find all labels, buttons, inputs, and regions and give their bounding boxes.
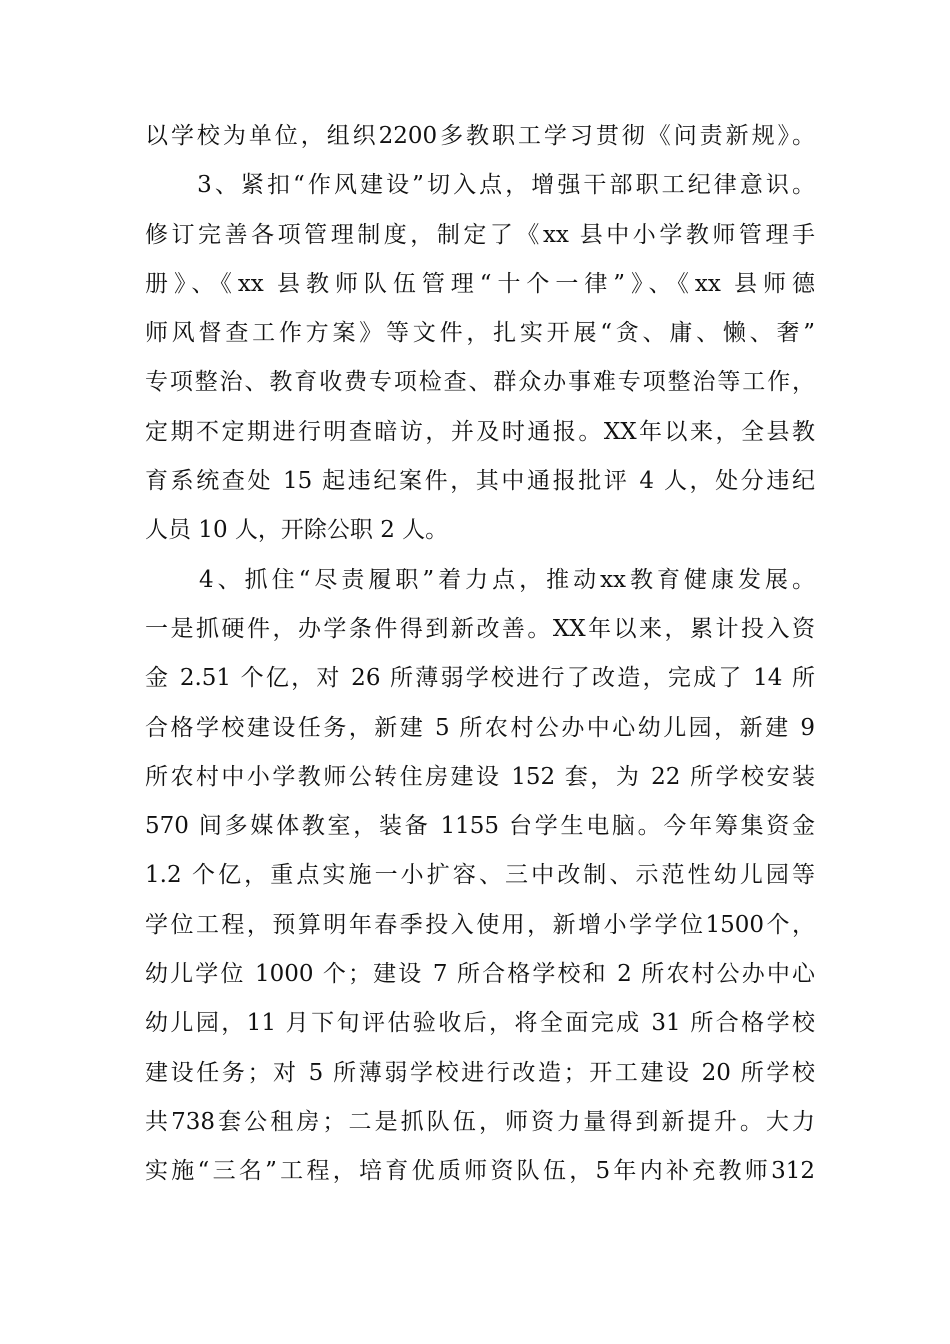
text-line: 4、抓住“尽责履职”着力点，推动xx教育健康发展。 <box>145 566 815 593</box>
text-line: 570 间多媒体教室，装备 1155 台学生电脑。今年筹集资金 <box>145 813 815 840</box>
text-line: 师风督查工作方案》等文件，扎实开展“贪、庸、懒、奢” <box>145 320 815 347</box>
text-line: 以学校为单位，组织2200多教职工学习贯彻《问责新规》。 <box>145 123 815 149</box>
text-line: 幼儿园，11 月下旬评估验收后，将全面完成 31 所合格学校 <box>145 1010 815 1037</box>
text-line: 合格学校建设任务，新建 5 所农村公办中心幼儿园，新建 9 <box>145 714 815 741</box>
text-line: 修订完善各项管理制度，制定了《xx 县中小学教师管理手 <box>145 221 815 248</box>
text-line: 金 2.51 个亿，对 26 所薄弱学校进行了改造，完成了 14 所 <box>145 665 815 692</box>
body-text <box>145 112 815 1197</box>
text-line: 实施“三名”工程，培育优质师资队伍，5年内补充教师312 <box>145 1158 815 1185</box>
text-line: 学位工程，预算明年春季投入使用，新增小学学位1500个， <box>145 911 815 938</box>
text-line: 1.2 个亿，重点实施一小扩容、三中改制、示范性幼儿园等 <box>145 862 815 889</box>
text-line: 育系统查处 15 起违纪案件，其中通报批评 4 人，处分违纪 <box>145 468 815 495</box>
text-line: 建设任务；对 5 所薄弱学校进行改造；开工建设 20 所学校 <box>145 1059 815 1086</box>
text-line: 人员 10 人，开除公职 2 人。 <box>145 517 449 544</box>
text-line: 定期不定期进行明查暗访，并及时通报。XX年以来，全县教 <box>145 418 815 445</box>
text-line: 册》、《xx 县教师队伍管理“十个一律”》、《xx 县师德 <box>145 270 815 297</box>
text-line: 幼儿学位 1000 个；建设 7 所合格学校和 2 所农村公办中心 <box>145 961 815 988</box>
text-line: 共738套公租房；二是抓队伍，师资力量得到新提升。大力 <box>145 1108 815 1135</box>
text-line: 3、紧扣“作风建设”切入点，增强干部职工纪律意识。 <box>145 172 815 199</box>
text-line: 所农村中小学教师公转住房建设 152 套，为 22 所学校安装 <box>145 763 815 790</box>
text-line: 专项整治、教育收费专项检查、群众办事难专项整治等工作， <box>145 369 815 396</box>
text-line: 一是抓硬件，办学条件得到新改善。XX年以来，累计投入资 <box>145 615 815 642</box>
